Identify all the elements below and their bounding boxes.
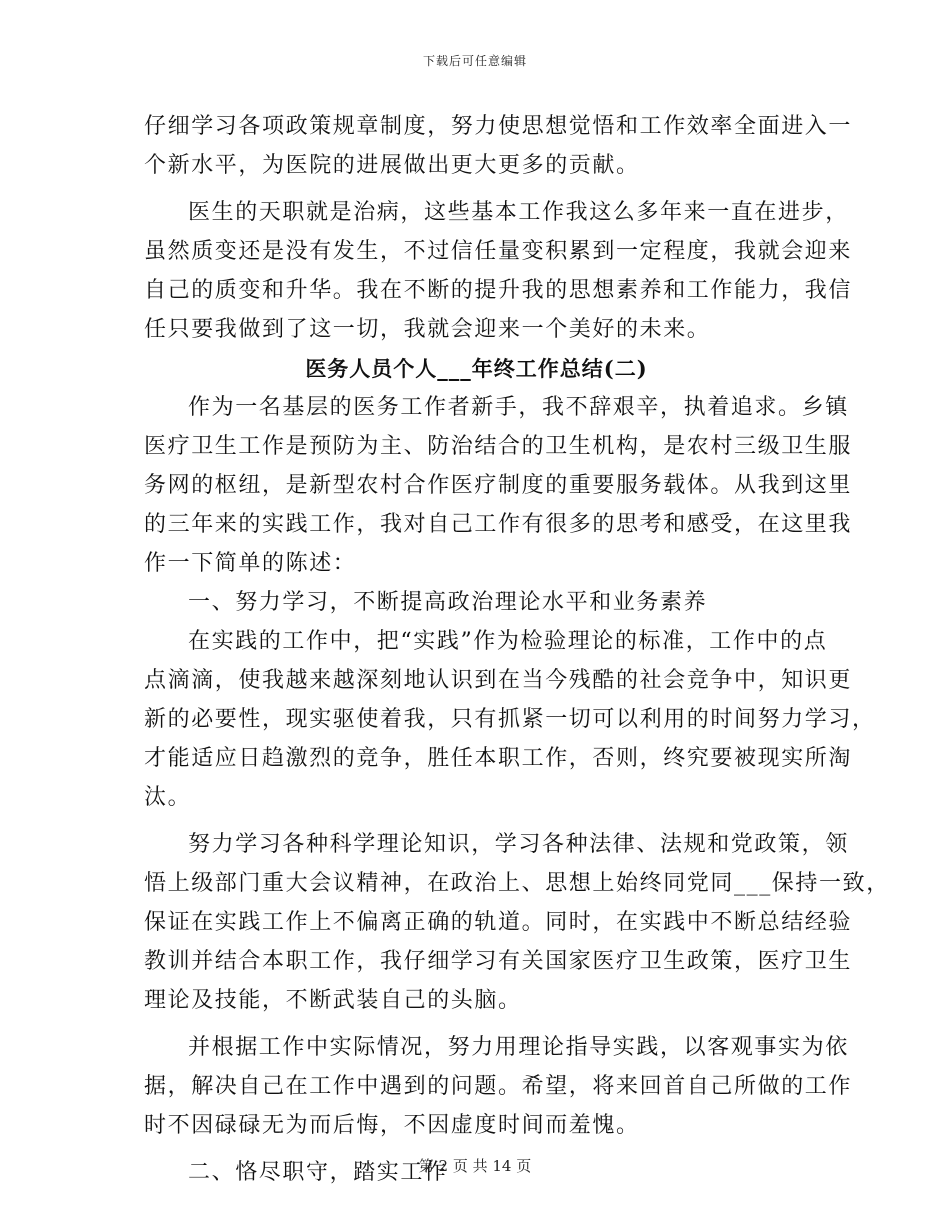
text-line: 作为一名基层的医务工作者新手，我不辞艰辛，执着追求。乡镇 xyxy=(188,395,849,420)
text-line: 努力学习各种科学理论知识，学习各种法律、法规和党政策，领 xyxy=(188,832,849,857)
text-line: 保证在实践工作上不偏离正确的轨道。同时，在实践中不断总结经验 xyxy=(144,910,853,935)
subheading: 一、努力学习，不断提高政治理论水平和业务素养 xyxy=(188,590,708,615)
text-line: 作一下简单的陈述： xyxy=(144,551,357,576)
text-line: 据，解决自己在工作中遇到的问题。希望，将来回首自己所做的工作 xyxy=(144,1074,853,1099)
page-footer: 第 2 页 共 14 页 xyxy=(418,1157,532,1175)
text-line: 理论及技能，不断武装自己的头脑。 xyxy=(144,988,522,1013)
paragraph xyxy=(144,107,890,1192)
document-body xyxy=(144,107,890,1192)
text-line: 医疗卫生工作是预防为主、防治结合的卫生机构，是农村三级卫生服 xyxy=(144,434,853,459)
text-line: 在实践的工作中，把“实践”作为检验理论的标准，工作中的点 xyxy=(188,629,828,654)
text-line: 才能适应日趋激烈的竞争，胜任本职工作，否则，终究要被现实所淘 xyxy=(144,746,853,771)
section-title: 医务人员个人___年终工作总结(二) xyxy=(305,356,648,381)
text-line: 的三年来的实践工作，我对自己工作有很多的思考和感受，在这里我 xyxy=(144,512,853,537)
text-line: 点滴滴，使我越来越深刻地认识到在当今残酷的社会竞争中，知识更 xyxy=(144,668,853,693)
text-line: 新的必要性，现实驱使着我，只有抓紧一切可以利用的时间努力学习， xyxy=(144,707,876,732)
text-line: 仔细学习各项政策规章制度，努力使思想觉悟和工作效率全面进入一 xyxy=(144,114,853,139)
page-header: 下载后可任意编辑 xyxy=(422,54,527,68)
text-line: 汰。 xyxy=(144,785,192,810)
text-line: 个新水平，为医院的进展做出更大更多的贡献。 xyxy=(144,153,640,178)
text-line: 虽然质变还是没有发生，不过信任量变积累到一定程度，我就会迎来 xyxy=(144,239,853,264)
text-line: 并根据工作中实际情况，努力用理论指导实践，以客观事实为依 xyxy=(188,1035,849,1060)
subheading: 二、恪尽职守，踏实工作 xyxy=(188,1160,448,1185)
text-line: 悟上级部门重大会议精神，在政治上、思想上始终同党同___保持一致， xyxy=(144,871,890,896)
text-line: 医生的天职就是治病，这些基本工作我这么多年来一直在进步， xyxy=(188,200,849,225)
text-line: 时不因碌碌无为而后悔，不因虚度时间而羞愧。 xyxy=(144,1113,640,1138)
text-line: 教训并结合本职工作，我仔细学习有关国家医疗卫生政策，医疗卫生 xyxy=(144,949,853,974)
text-line: 自己的质变和升华。我在不断的提升我的思想素养和工作能力，我信 xyxy=(144,278,853,303)
text-line: 任只要我做到了这一切，我就会迎来一个美好的未来。 xyxy=(144,317,711,342)
text-line: 务网的枢纽，是新型农村合作医疗制度的重要服务载体。从我到这里 xyxy=(144,473,853,498)
